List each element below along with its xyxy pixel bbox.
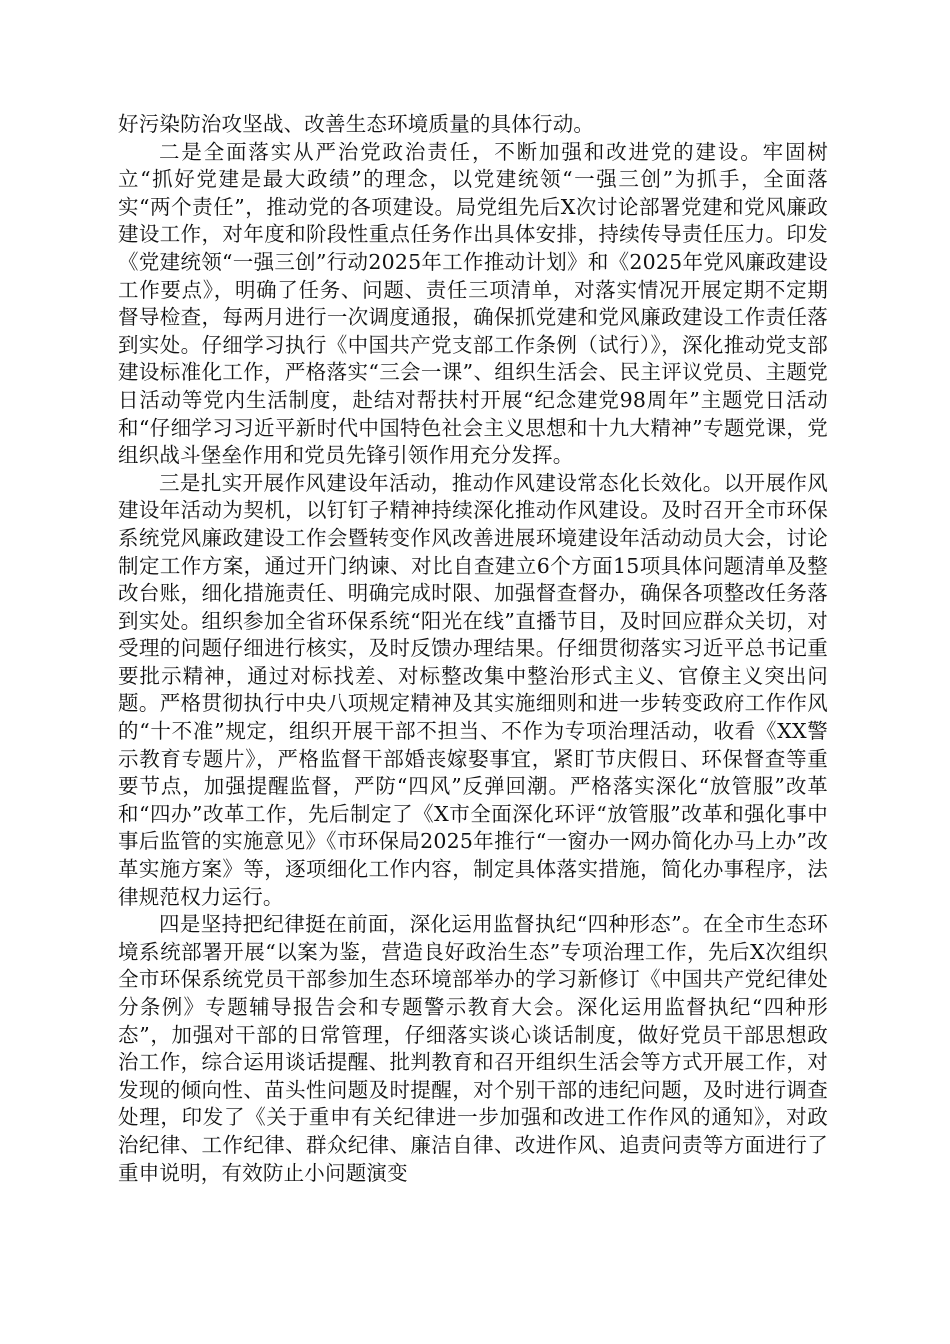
document-body — [118, 111, 828, 1187]
paragraph-work-style: 三是扎实开展作风建设年活动，推动作风建设常态化长效化。以开展作风建设年活动为契机，以钉钉子精神持续深化推动作风建设。及时召开全市环保系统党风廉政建设工作会暨转变作风改善进展环境建设年活动动员大会，讨论制定工作方案，通过开门纳谏、对比自查建立6个方面15项具体问题清单及整改台账，细化措施责任、明确完成时限、加强督查督办，确保各项整改任务落到实处。组织参加全省环保系统“阳光在线”直播节目，及时回应群众关切，对受理的问题仔细进行核实，及时反馈办理结果。仔细贯彻落实习近平总书记重要批示精神，通过对标找差、对标整改集中整治形式主义、官僚主义突出问题。严格贯彻执行中央八项规定精神及其实施细则和进一步转变政府工作作风的“十不准”规定，组织开展干部不担当、不作为专项治理活动，收看《XX警示教育专题片》，严格监督干部婚丧嫁娶事宜，紧盯节庆假日、环保督查等重要节点，加强提醒监督，严防“四风”反弹回潮。严格落实深化“放管服”改革和“四办”改革工作，先后制定了《X市全面深化环评“放管服”改革和强化事中事后监管的实施意见》《市环保局2025年推行“一窗办一网办简化办马上办”改革实施方案》等，逐项细化工作内容，制定具体落实措施，简化办事程序，法律规范权力运行。 — [118, 470, 828, 909]
paragraph-continuation: 好污染防治攻坚战、改善生态环境质量的具体行动。 — [118, 112, 595, 136]
paragraph-party-building: 二是全面落实从严治党政治责任，不断加强和改进党的建设。牢固树立“抓好党建是最大政绩”的理念，以党建统领“一强三创”为抓手，全面落实“两个责任”，推动党的各项建设。局党组先后X次讨论部署党建和党风廉政建设工作，对年度和阶段性重点任务作出具体安排，持续传导责任压力。印发《党建统领“一强三创”行动2025年工作推动计划》和《2025年党风廉政建设工作要点》，明确了任务、问题、责任三项清单，对落实情况开展定期不定期督导检查，每两月进行一次调度通报，确保抓党建和党风廉政建设工作责任落到实处。仔细学习执行《中国共产党支部工作条例（试行）》，深化推动党支部建设标准化工作，严格落实“三会一课”、组织生活会、民主评议党员、主题党日活动等党内生活制度，赴结对帮扶村开展“纪念建党98周年”主题党日活动和“仔细学习习近平新时代中国特色社会主义思想和十九大精神”专题党课，党组织战斗堡垒作用和党员先锋引领作用充分发挥。 — [118, 139, 828, 468]
paragraph-discipline: 四是坚持把纪律挺在前面，深化运用监督执纪“四种形态”。在全市生态环境系统部署开展“以案为鉴，营造良好政治生态”专项治理工作，先后X次组织全市环保系统党员干部参加生态环境部举办的学习新修订《中国共产党纪律处分条例》专题辅导报告会和专题警示教育大会。深化运用监督执纪“四种形态”，加强对干部的日常管理，仔细落实谈心谈话制度，做好党员干部思想政治工作，综合运用谈话提醒、批判教育和召开组织生活会等方式开展工作，对发现的倾向性、苗头性问题及时提醒，对个别干部的违纪问题，及时进行调查处理，印发了《关于重申有关纪律进一步加强和改进工作作风的通知》，对政治纪律、工作纪律、群众纪律、廉洁自律、改进作风、追责问责等方面进行了重申说明，有效防止小问题演变 — [118, 912, 828, 1185]
